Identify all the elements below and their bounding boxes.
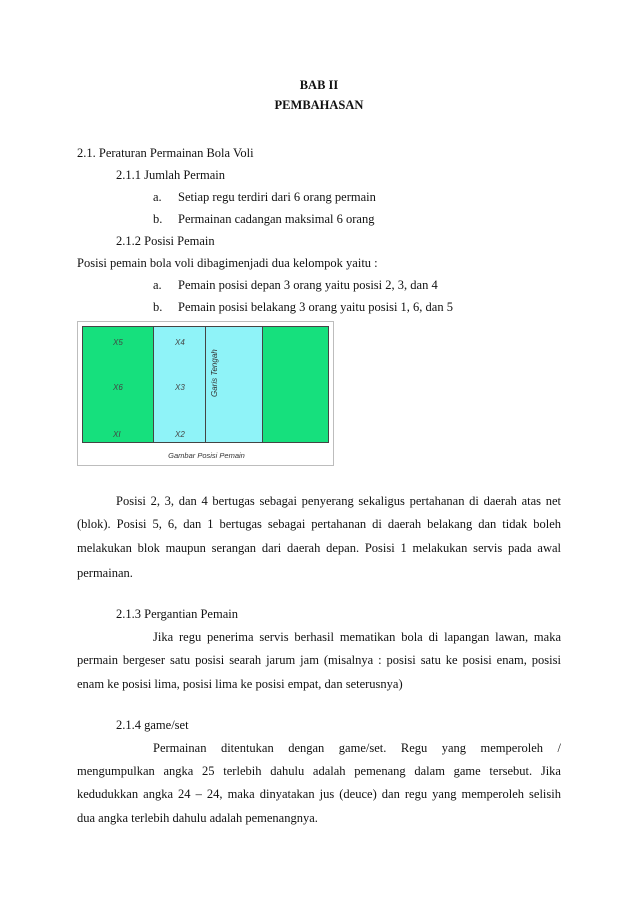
position-label: X2 [175,430,185,439]
paragraph-line: dua angka terlebih dahulu adalah pemenangnya. [77,811,318,825]
paragraph-line: kedudukkan angka 24 – 24, maka dinyatakan jus (deuce) dan regu yang memperoleh selisih [77,787,561,801]
position-label: X5 [113,338,123,347]
paragraph-line: Posisi 2, 3, dan 4 bertugas sebagai penyerang sekaligus pertahanan di daerah atas net [116,494,561,508]
list-item [153,278,438,293]
back-zone-right [263,327,328,442]
position-label: X6 [113,383,123,392]
paragraph-line: (blok). Posisi 5, 6, dan 1 bertugas sebagai pertahanan di daerah belakang dan tidak boleh [77,517,561,531]
position-label: X3 [175,383,185,392]
section-2-1-3-title: 2.1.3 Pergantian Pemain [116,607,238,621]
position-label: X4 [175,338,185,347]
list-item [153,190,376,205]
section-2-1-1-title: 2.1.1 Jumlah Permain [116,168,226,182]
paragraph-line: melakukan blok maupun serangan dari daerah depan. Posisi 1 melakukan servis pada awal [77,541,561,555]
section-2-1-4-title: 2.1.4 game/set [116,718,189,732]
figure-caption: Gambar Posisi Pemain [168,451,245,460]
section-2-1-title: 2.1. Peraturan Permainan Bola Voli [77,146,254,160]
list-item [153,300,453,315]
list-item-text: Permainan cadangan maksimal 6 orang [178,212,375,226]
list-item-text: Pemain posisi belakang 3 orang yaitu posisi 1, 6, dan 5 [178,300,453,314]
front-zone-right [206,327,263,442]
volleyball-court [82,326,329,443]
back-zone-left [83,327,154,442]
list-item-label: a. [153,278,162,292]
list-item-label: a. [153,190,162,204]
list-item [153,212,374,227]
list-item-text: Setiap regu terdiri dari 6 orang permain [178,190,376,204]
list-item-label: b. [153,300,163,314]
paragraph-line: enam ke posisi lima, posisi lima ke posisi empat, dan seterusnya) [77,677,403,691]
chapter-title: PEMBAHASAN [274,98,364,112]
court-position-figure [77,321,334,466]
paragraph-line: Jika regu penerima servis berhasil mematikan bola di lapangan lawan, maka [153,630,561,644]
paragraph-line: mengumpulkan angka 25 terlebih dahulu adalah pemenang dalam game tersebut. Jika [77,764,561,778]
front-zone-left [154,327,206,442]
section-2-1-2-intro: Posisi pemain bola voli dibagimenjadi dua kelompok yaitu : [77,256,378,270]
paragraph-line: permainan. [77,566,133,580]
position-label: XI [113,430,121,439]
paragraph-line: permain bergeser satu posisi searah jarum jam (misalnya : posisi satu ke posisi enam, posisi [77,653,561,667]
chapter-heading: BAB II [299,78,339,92]
paragraph-line: Permainan ditentukan dengan game/set. Regu yang memperoleh / [153,741,561,755]
section-2-1-2-title: 2.1.2 Posisi Pemain [116,234,215,248]
list-item-text: Pemain posisi depan 3 orang yaitu posisi 2, 3, dan 4 [178,278,438,292]
center-line-label: Garis Tengah [210,349,219,397]
list-item-label: b. [153,212,163,226]
